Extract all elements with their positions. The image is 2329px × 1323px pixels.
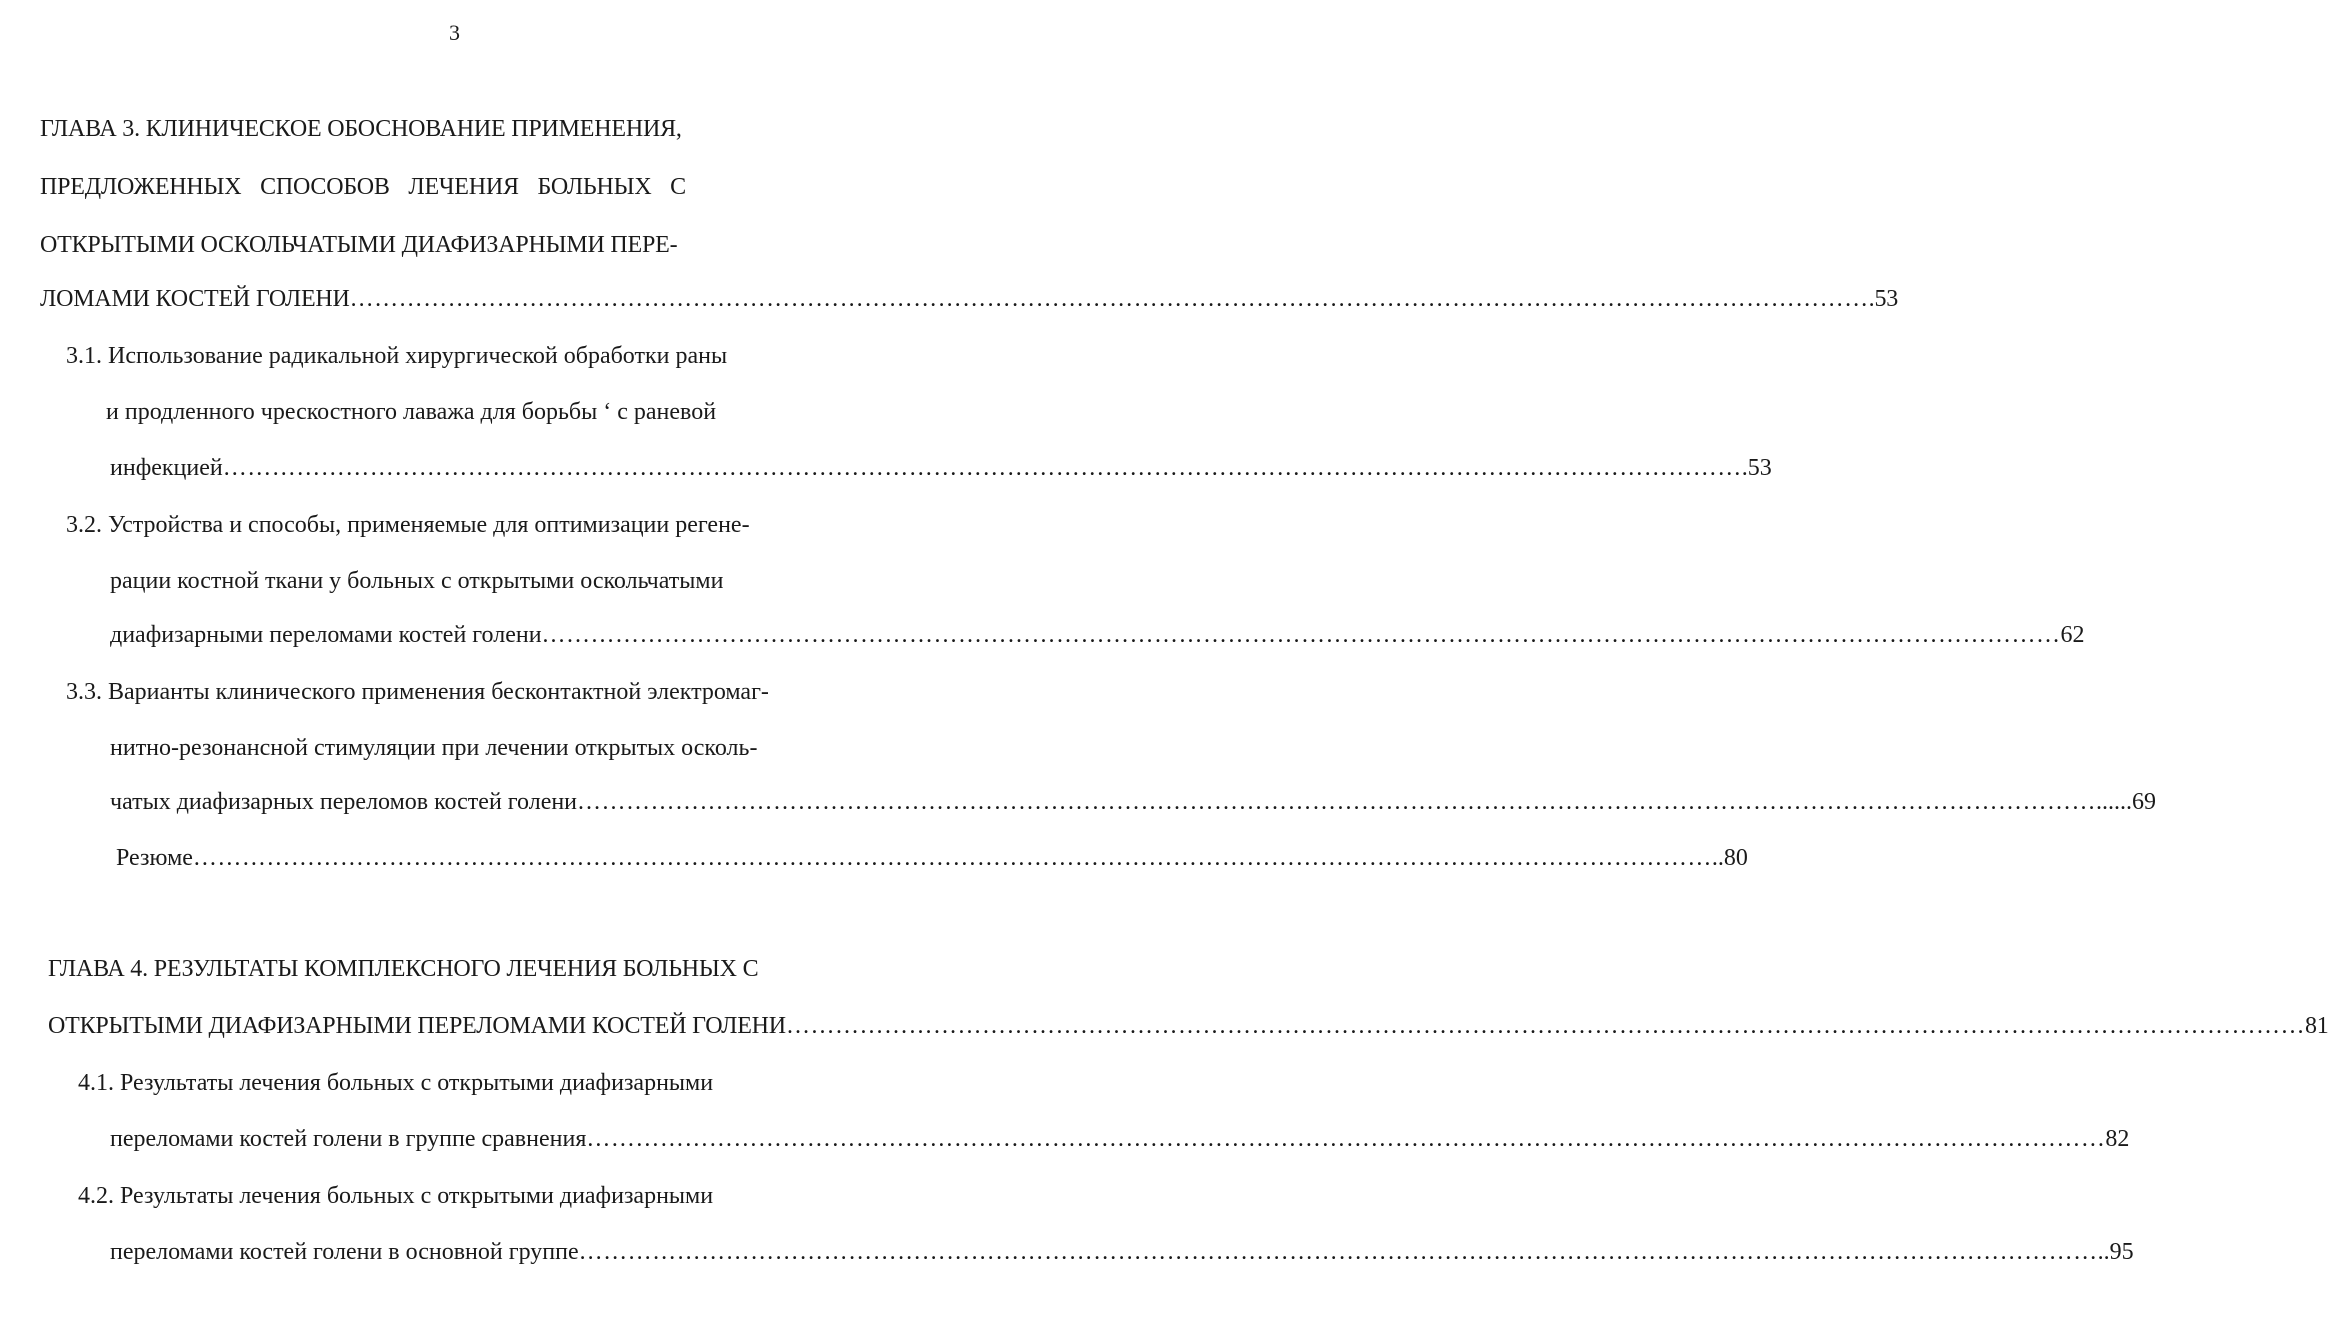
dot-leader: …………………………………………………………………………………………………………………………………………………………………… — [577, 789, 2097, 815]
page-ref: .53 — [1868, 286, 1899, 312]
dot-leader: …………………………………………………………………………………………………………………………………………………………………… — [222, 455, 1742, 481]
page-ref: 81 — [2304, 1013, 2329, 1039]
section-4-1-line-2: переломами костей голени в группе сравнения — [110, 1126, 587, 1152]
section-3-2-entry — [110, 620, 2085, 650]
chapter-3-title-word: БОЛЬНЫХ — [537, 174, 652, 200]
section-4-2-line-1: 4.2. Результаты лечения больных с открытыми диафизарными — [78, 1183, 714, 1209]
dot-leader: …………………………………………………………………………………………………………………………………………………………………… — [586, 1126, 2106, 1152]
chapter-4-title-line-1: ГЛАВА 4. РЕЗУЛЬТАТЫ КОМПЛЕКСНОГО ЛЕЧЕНИЯ БОЛЬНЫХ С — [48, 956, 759, 982]
section-3-1-line-1: 3.1. Использование радикальной хирургической обработки раны — [66, 343, 728, 369]
section-3-1-line-3: инфекцией — [110, 455, 223, 481]
page-ref: ......69 — [2096, 789, 2157, 815]
section-3-1-entry — [110, 453, 1772, 483]
chapter-4-entry — [48, 1011, 2329, 1041]
section-3-2-line-1: 3.2. Устройства и способы, применяемые для оптимизации регене- — [66, 512, 750, 538]
page-ref: 62 — [2060, 622, 2085, 648]
section-3-2-line-3: диафизарными переломами костей голени — [110, 622, 542, 648]
page-ref: ..95 — [2097, 1239, 2134, 1265]
chapter-3-title-line-4: ЛОМАМИ КОСТЕЙ ГОЛЕНИ — [40, 286, 350, 312]
section-3-1-line-2: и продленного чрескостного лаважа для борьбы ‘ с раневой — [106, 399, 717, 425]
chapter-3-title-line-1: ГЛАВА 3. КЛИНИЧЕСКОЕ ОБОСНОВАНИЕ ПРИМЕНЕНИЯ, — [40, 116, 682, 142]
dot-leader: …………………………………………………………………………………………………………………………………………………………………… — [785, 1013, 2305, 1039]
section-3-3-line-1: 3.3. Варианты клинического применения бесконтактной электромаг- — [66, 679, 769, 705]
chapter-3-entry — [40, 284, 1899, 314]
chapter-3-title-word: ПРЕДЛОЖЕННЫХ — [40, 174, 242, 200]
page-ref: ..80 — [1711, 845, 1748, 871]
section-4-1-line-1: 4.1. Результаты лечения больных с открытыми диафизарными — [78, 1070, 714, 1096]
section-3-3-line-3: чатых диафизарных переломов костей голени — [110, 789, 578, 815]
section-3-2-line-2: рации костной ткани у больных с открытыми оскольчатыми — [110, 568, 724, 594]
page-ref: .53 — [1741, 455, 1772, 481]
section-4-1-entry — [110, 1124, 2130, 1154]
page-number: 3 — [449, 20, 460, 45]
chapter-3-title-word: С — [670, 174, 686, 200]
section-3-3-entry — [110, 787, 2157, 817]
chapter-4-title-line-2: ОТКРЫТЫМИ ДИАФИЗАРНЫМИ ПЕРЕЛОМАМИ КОСТЕЙ ГОЛЕНИ — [48, 1013, 786, 1039]
dot-leader: …………………………………………………………………………………………………………………………………………………………………… — [192, 845, 1712, 871]
summary-label: Резюме — [116, 845, 193, 871]
chapter-3-title-word: ЛЕЧЕНИЯ — [408, 174, 519, 200]
summary-entry — [116, 843, 1748, 873]
dot-leader: …………………………………………………………………………………………………………………………………………………………………… — [541, 622, 2061, 648]
chapter-3-title-line-2 — [40, 172, 686, 202]
page-ref: 82 — [2105, 1126, 2130, 1152]
section-4-2-entry — [110, 1237, 2134, 1267]
dot-leader: …………………………………………………………………………………………………………………………………………………………………… — [578, 1239, 2098, 1265]
section-4-2-line-2: переломами костей голени в основной группе — [110, 1239, 579, 1265]
chapter-3-title-line-3: ОТКРЫТЫМИ ОСКОЛЬЧАТЫМИ ДИАФИЗАРНЫМИ ПЕРЕ- — [40, 232, 678, 258]
chapter-3-title-word: СПОСОБОВ — [260, 174, 390, 200]
dot-leader: …………………………………………………………………………………………………………………………………………………………………… — [349, 286, 1869, 312]
section-3-3-line-2: нитно-резонансной стимуляции при лечении открытых осколь- — [110, 735, 758, 761]
